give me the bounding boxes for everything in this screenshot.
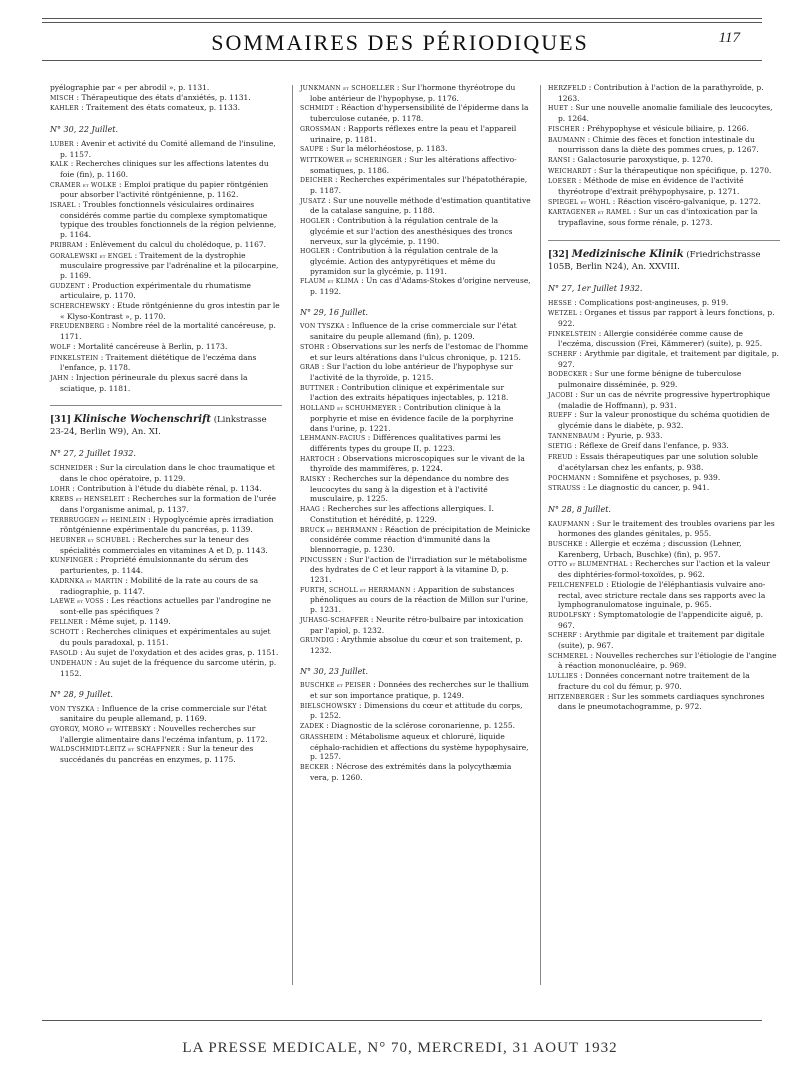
bibliography-entry [50, 648, 282, 659]
bibliography-entry [300, 383, 532, 403]
entry-author: SCHERF [548, 632, 578, 640]
entry-author: HITZENBERGER [548, 693, 605, 701]
entry-text: : Sur une nouvelle méthode d'estimation quantitative de la catalase sanguine, p. 1188. [310, 195, 531, 216]
entry-author: BUTTNER [300, 384, 335, 392]
bibliography-entry [50, 200, 282, 240]
entry-author: KARTAGENER et RAMEL [548, 209, 632, 217]
entry-text: : Contribution à la régulation centrale de la glycémie. Action des antypyrétiques et même du pyramidon sur la glycémie, p. 1191. [310, 246, 499, 276]
bibliography-entry [548, 197, 780, 208]
entry-text: : Symptomatologie de l'appendicite aiguë, p. 967. [558, 609, 764, 630]
entry-author: GROSSMAN [300, 125, 341, 133]
journal-info: (Linkstrasse 23-24, Berlin W9), An. XI. [50, 415, 267, 438]
entry-text: : Recherches sur la dépendance du nombre des leucocytes du sang à la digestion et à l'activité musculaire, p. 1225. [310, 474, 509, 504]
entry-author: RUEFF [548, 412, 572, 420]
bibliography-entry [50, 627, 282, 647]
entry-text: : Les réactions actuelles par l'androgine ne sont-elle pas spécifiques ? [60, 596, 271, 616]
entry-text: : Etiologie de l'éléphantiasis vulvaire ano-rectal, avec stricture rectale dans ses rapports avec la lymphogranulomatose inguinale, p. 965. [558, 579, 766, 610]
bibliography-entry [50, 301, 282, 321]
entry-text: : Sur un cas de névrite progressive hypertrophique (maladie de Hoffmann), p. 931. [558, 389, 771, 410]
entry-author: FINKELSTEIN [548, 330, 597, 338]
entry-author: STRAUSS [548, 485, 581, 493]
bibliography-entry [300, 504, 532, 524]
entry-author: HOLLAND et SCHUHMEYER [300, 405, 397, 413]
entry-text: : Sur l'action du lobe antérieur de l'hypophyse sur l'activité de la thyroïde, p. 1215. [310, 362, 513, 382]
entry-author: JUHASG-SCHAFFER [300, 616, 369, 624]
entry-author: SCHOTT [50, 629, 80, 637]
issue-heading: N° 28, 8 Juillet. [548, 504, 611, 514]
entry-author: SCHMEREL [548, 652, 589, 660]
entry-text: : Réaction d'hypersensibilité de l'épiderme dans la tuberculose cutanée, p. 1178. [310, 103, 529, 124]
bibliography-entry [548, 610, 780, 630]
entry-text: pyélographie par « per abrodil », p. 1131. [50, 83, 210, 92]
bibliography-entry [50, 724, 282, 744]
bibliography-entry [300, 474, 532, 504]
bibliography-entry [300, 196, 532, 216]
entry-text: : Données des recherches sur le thallium et sur son importance pratique, p. 1249. [310, 680, 529, 701]
entry-text: : Méthode de mise en évidence de l'activité thyréotrope d'extrait préhypophysaire, p. 1271. [558, 176, 744, 197]
bibliography-entry [548, 452, 780, 472]
entry-text: : Contribution à la régulation centrale de la glycémie et sur l'action des anesthésiques des troncs nerveux, sur la glycémie, p. 1190. [310, 216, 513, 246]
entry-author: LOESER [548, 178, 577, 186]
entry-text: : Recherches expérimentales sur l'hépatothérapie, p. 1187. [310, 175, 528, 196]
entry-author: STOHR [300, 343, 325, 351]
entry-text: : Sur la thérapeutique non spécifique, p. 1270. [591, 165, 772, 175]
bibliography-entry [300, 721, 532, 732]
entry-author: HUET [548, 105, 569, 113]
bibliography-entry [50, 484, 282, 495]
journal-info: (Friedrichstrasse 105B, Berlin N24), An. XXVIII. [548, 249, 761, 272]
entry-text: : Sur l'hormone thyréotrope du lobe antérieur de l'hypophyse, p. 1176. [310, 83, 516, 103]
bibliography-entry [300, 276, 532, 296]
entry-text: : Propriété émulsionnante du sérum des parturientes, p. 1144. [60, 555, 249, 576]
entry-text: : Troubles fonctionnels vésiculaires ordinaires considérés comme partie du complexe symptomatique typique des troubles fonctionnels de la région pelvienne, p. 1164. [60, 200, 277, 240]
entry-author: KADRNKA et MARTIN [50, 577, 123, 585]
entry-text: : Sur l'action de l'irradiation sur le métabolisme des hydrates de C et leur rapport à la vitamine D, p. 1231. [310, 554, 527, 585]
entry-author: GUDZENT [50, 282, 85, 290]
entry-text: : Galactosurie paroxystique, p. 1270. [570, 154, 714, 164]
entry-author: WOLF [50, 343, 71, 351]
bibliography-entry [50, 596, 282, 616]
column-1 [50, 83, 282, 765]
entry-text: : Arythmie absolue du cœur et son traitement, p. 1232. [310, 635, 523, 655]
entry-author: BUSCHKE [548, 541, 583, 549]
entry-author: RANSI [548, 156, 571, 164]
entry-text: : Réflexe de Greif dans l'enfance, p. 933. [571, 441, 729, 451]
entry-author: JACOBI [548, 391, 573, 399]
bibliography-entry [300, 362, 532, 382]
entry-text: : Recherches cliniques sur les affections latentes du foie (fin), p. 1160. [60, 159, 269, 179]
entry-author: ZADEK [300, 723, 324, 731]
issue-heading: N° 27, 2 Juillet 1932. [50, 449, 136, 459]
bibliography-entry [548, 308, 780, 328]
entry-text: : Organes et tissus par rapport à leurs fonctions, p. 922. [558, 308, 775, 328]
bibliography-entry [50, 180, 282, 200]
bibliography-entry [50, 494, 282, 514]
bibliography-entry [50, 321, 282, 341]
entry-author: WALDSCHMIDT-LEITZ et SCHAFFNER [50, 746, 181, 754]
entry-author: HOGLER [300, 218, 330, 226]
footer-rule [42, 1020, 762, 1021]
entry-author: BIELSCHOWSKY [300, 702, 357, 710]
entry-author: KAHLER [50, 105, 79, 113]
entry-text: : Allergie considérée comme cause de l'eczéma, discussion (Frei, Kämmerer) (suite), p. 925. [558, 328, 763, 349]
issue-heading: N° 29, 16 Juillet. [300, 307, 369, 317]
entry-author: PRIBRAM [50, 241, 83, 249]
entry-text: : Emploi pratique du papier röntgénien pour absorber l'activité röntgénienne, p. 1162. [60, 179, 269, 200]
bibliography-entry [548, 559, 780, 579]
entry-text: : Le diagnostic du cancer, p. 941. [580, 483, 710, 493]
entry-text: : Données concernant notre traitement de la fracture du col du fémur, p. 970. [558, 671, 750, 691]
entry-text: : Nécrose des extrémités dans la polycythæmia vera, p. 1260. [310, 762, 512, 782]
entry-text: : Contribution clinique et expérimentale sur l'action des extraits hépatiques injectables, p. 1218. [310, 382, 509, 403]
entry-text: : Différences qualitatives parmi les différents types du groupe II, p. 1223. [310, 433, 501, 453]
entry-text: : Sur les sommets cardiaques synchrones dans le pneumotachogramme, p. 972. [558, 691, 765, 712]
entry-text: : Sur un cas d'intoxication par la trypaflavine, sous forme rénale, p. 1273. [558, 207, 758, 228]
entry-text: : Apparition de substances phénoliques au cours de la réaction de Millon sur l'urine, p. 1231. [310, 584, 529, 615]
bibliography-entry [548, 176, 780, 196]
entry-text: : Arythmie par digitale, et traitement par digitale, p. 927. [558, 349, 779, 369]
bibliography-entry [300, 635, 532, 655]
entry-text: : Recherches sur l'action et la valeur des diphtéries-formol-toxoïdes, p. 962. [558, 559, 770, 580]
entry-text: : Préhypophyse et vésicule biliaire, p. 1266. [579, 123, 749, 133]
top-rule [42, 18, 762, 19]
bibliography-entry [300, 103, 532, 123]
bibliography-entry [548, 298, 780, 309]
entry-text: : Sur le traitement des troubles ovariens par les hormones des glandes génitales, p. 955. [558, 518, 775, 539]
bibliography-entry [50, 159, 282, 179]
entry-author: VON TYSZKA [300, 323, 345, 331]
bibliography-entry [548, 155, 780, 166]
entry-author: PINCUSSEN [300, 556, 343, 564]
entry-text: : Diagnostic de la sclérose coronarienne, p. 1255. [323, 721, 516, 731]
bibliography-entry [300, 555, 532, 585]
entry-author: FELLNER [50, 618, 84, 626]
issue-heading: N° 28, 9 Juillet. [50, 689, 113, 699]
bibliography-entry [300, 144, 532, 155]
bibliography-entry [50, 658, 282, 678]
bibliography-entry [300, 525, 532, 555]
bibliography-entry [300, 615, 532, 635]
bibliography-entry [548, 539, 780, 559]
bibliography-entry [50, 83, 282, 93]
entry-text: : Recherches sur les affections allergiques. I. Constitution et hérédité, p. 1229. [310, 504, 494, 524]
entry-author: FINKELSTEIN [50, 354, 99, 362]
bibliography-entry [548, 410, 780, 430]
entry-author: LOHR [50, 485, 71, 493]
entry-author: BUSCHKE et PEISER [300, 682, 371, 690]
bibliography-entry [300, 175, 532, 195]
bibliography-entry [548, 369, 780, 389]
bibliography-entry [300, 701, 532, 721]
bibliography-entry [300, 155, 532, 175]
entry-text: : Sur la valeur pronostique du schéma quotidien de glycémie dans le diabète, p. 932. [558, 410, 770, 430]
column-divider [540, 85, 541, 985]
entry-text: : Arythmie par digitale et traitement par digitale (suite), p. 967. [558, 630, 765, 651]
entry-text: : Traitement des états comateux, p. 1133. [78, 103, 240, 113]
bibliography-entry [548, 671, 780, 691]
bibliography-entry [548, 349, 780, 369]
bibliography-entry [548, 390, 780, 410]
entry-text: : Etude röntgénienne du gros intestin par le « Klyso-Kontrast », p. 1170. [60, 301, 280, 321]
entry-text: : Contribution à l'action de la parathyroïde, p. 1263. [558, 83, 764, 103]
journal-heading [50, 405, 282, 438]
bibliography-entry [50, 251, 282, 281]
entry-author: HOGLER [300, 248, 330, 256]
entry-author: JUSATZ [300, 197, 326, 205]
bibliography-entry [300, 680, 532, 700]
entry-text: : Sur les altérations affectivo-somatiques, p. 1186. [310, 154, 517, 175]
entry-author: JAHN [50, 374, 69, 382]
entry-text: : Même sujet, p. 1149. [83, 616, 171, 626]
bibliography-entry [50, 744, 282, 764]
entry-text: : Influence de la crise commerciale sur l'état sanitaire du peuple allemand, p. 1169. [60, 703, 267, 724]
entry-text: : Sur la mélorhéostose, p. 1183. [323, 144, 448, 154]
entry-author: GYORGY, MORO et WITEBSKY [50, 725, 151, 733]
entry-text: : Somnifène et psychoses, p. 939. [590, 472, 721, 482]
entry-text: : Injection périneurale du plexus sacré dans la sciatique, p. 1181. [60, 372, 248, 393]
entry-author: SCHNEIDER [50, 465, 93, 473]
entry-author: LUBER [50, 140, 74, 148]
bibliography-entry [300, 762, 532, 782]
entry-author: SCHERCHEWSKY [50, 303, 110, 311]
bibliography-entry [300, 403, 532, 433]
entry-text: : Essais thérapeutiques par une solution soluble d'acétylarsan chez les enfants, p. 938. [558, 452, 759, 472]
footer-line: LA PRESSE MEDICALE, N° 70, MERCREDI, 31 AOUT 1932 [182, 1040, 618, 1056]
entry-author: HAAG [300, 506, 321, 514]
entry-author: TANNENBAUM [548, 432, 600, 440]
bibliography-entry [548, 103, 780, 123]
entry-author: BRUCK et BEHRMANN [300, 526, 378, 534]
entry-text: : Sur la teneur des succédanés du pancréas en enzymes, p. 1175. [60, 744, 254, 765]
bibliography-entry [50, 555, 282, 575]
entry-text: : Sur la circulation dans le choc traumatique et dans le choc opératoire, p. 1129. [60, 463, 275, 483]
entry-author: HARTOCH [300, 455, 336, 463]
bibliography-entry [548, 431, 780, 442]
bibliography-entry [548, 83, 780, 103]
entry-text: : Complications post-angineuses, p. 919. [571, 297, 729, 307]
bibliography-entry [548, 692, 780, 712]
bibliography-entry [50, 139, 282, 159]
issue-heading: N° 30, 23 Juillet. [300, 666, 369, 676]
bibliography-entry [548, 483, 780, 494]
entry-author: KAUFMANN [548, 520, 590, 528]
bibliography-entry [300, 216, 532, 246]
entry-author: SAUPE [300, 146, 324, 154]
journal-number: [31] [50, 415, 72, 426]
entry-text: : Production expérimentale du rhumatisme articulaire, p. 1170. [60, 280, 251, 301]
bibliography-entry [300, 342, 532, 362]
entry-text: : Sur une forme bénigne de tuberculose pulmonaire disséminée, p. 929. [558, 369, 742, 390]
entry-text: : Observations sur les nerfs de l'estomac de l'homme et sur leurs altérations dans l'ulcus chronique, p. 1215. [310, 341, 529, 362]
journal-heading [548, 240, 780, 273]
bibliography-entry [50, 342, 282, 353]
bibliography-entry [548, 473, 780, 484]
entry-author: BAUMANN [548, 136, 586, 144]
entry-text: : Neurite rétro-bulbaire par intoxication par l'apiol, p. 1232. [310, 614, 524, 635]
entry-text: : Thérapeutique des états d'anxiétés, p. 1131. [74, 92, 251, 102]
bibliography-entry [300, 83, 532, 103]
entry-text: : Au sujet de l'oxydation et des acides gras, p. 1151. [77, 647, 279, 657]
entry-author: GRASSHEIM [300, 733, 343, 741]
bibliography-entry [300, 321, 532, 341]
entry-text: : Traitement diététique de l'eczéma dans l'enfance, p. 1178. [60, 352, 257, 373]
column-3 [548, 83, 780, 712]
bibliography-entry [50, 281, 282, 301]
entry-author: WEICHARDT [548, 167, 592, 175]
entry-author: SPIEGEL et WOHL [548, 198, 611, 206]
entry-author: HESSE [548, 299, 572, 307]
entry-author: FURTH, SCHOLL et HERRMANN [300, 586, 411, 594]
entry-author: FREUD [548, 454, 573, 462]
entry-text: : Dimensions du cœur et attitude du corps, p. 1252. [310, 700, 523, 721]
entry-author: CRAMER et WOLKE [50, 181, 117, 189]
entry-text: : Au sujet de la fréquence du sarcome utérin, p. 1152. [60, 658, 277, 679]
entry-text: : Recherches cliniques et expérimentales au sujet du pouls paradoxal, p. 1151. [60, 627, 271, 648]
bibliography-entry [548, 630, 780, 650]
entry-text: : Réaction viscéro-galvanique, p. 1272. [610, 196, 761, 206]
bibliography-entry [300, 732, 532, 762]
bibliography-entry [548, 207, 780, 227]
entry-author: OTTO et BLUMENTHAL [548, 561, 628, 569]
entry-author: FISCHER [548, 125, 580, 133]
entry-text: : Nouvelles recherches sur l'allergie alimentaire dans l'eczéma infantum, p. 1172. [60, 723, 268, 744]
entry-author: RAISKY [300, 476, 326, 484]
entry-text: : Nombre réel de la mortalité cancéreuse, p. 1171. [60, 321, 276, 342]
entry-text: : Recherches sur la formation de l'urée dans l'organisme animal, p. 1137. [60, 494, 277, 514]
page-number: 117 [718, 30, 740, 46]
entry-text: : Contribution clinique à la porphyrie et mise en évidence facile de la porphyrine dans l'urine, p. 1221. [310, 403, 514, 433]
bibliography-entry [50, 93, 282, 104]
bibliography-entry [300, 124, 532, 144]
top-rule-2 [42, 22, 762, 23]
column-2 [300, 83, 532, 782]
entry-author: LULLIES [548, 673, 578, 681]
entry-author: VON TYSZKA [50, 705, 95, 713]
entry-author: GRAB [300, 364, 320, 372]
entry-author: BECKER [300, 764, 329, 771]
entry-author: JUNKMANN et SCHOELLER [300, 85, 395, 92]
entry-text: : Traitement de la dystrophie musculaire progressive par l'adrénaline et la pilocarpine, p. 1169. [60, 250, 279, 280]
entry-text: : Contribution à l'étude du diabète rénal, p. 1134. [70, 483, 262, 493]
entry-author: LEHMANN-FACIUS [300, 435, 366, 443]
entry-author: FEILCHENFELD [548, 581, 604, 589]
entry-author: POCHMANN [548, 474, 591, 482]
entry-author: SCHERF [548, 351, 578, 359]
entry-text: : Enlèvement du calcul du cholédoque, p. 1167. [82, 239, 267, 249]
entry-text: : Un cas d'Adams-Stokes d'origine nerveuse, p. 1192. [310, 276, 531, 297]
bibliography-entry [50, 103, 282, 114]
bibliography-entry [300, 246, 532, 276]
bibliography-entry [50, 353, 282, 373]
entry-author: GRUNDIG [300, 637, 334, 645]
entry-text: : Métabolisme aqueux et chloruré, liquide céphalo-rachidien et affections du système hypophysaire, p. 1257. [310, 731, 529, 762]
column-divider [292, 85, 293, 985]
bibliography-entry [50, 576, 282, 596]
bibliography-entry [300, 433, 532, 453]
issue-heading: N° 27, 1er Juillet 1932. [548, 283, 643, 293]
bibliography-entry [50, 617, 282, 628]
entry-author: FLAUM et KLIMA [300, 278, 359, 286]
entry-text: : Sur une nouvelle anomalie familiale des leucocytes, p. 1264. [558, 103, 773, 124]
entry-text: : Observations microscopiques sur le vivant de la thyroïde des mammifères, p. 1224. [310, 453, 525, 474]
entry-text: : Influence de la crise commerciale sur l'état sanitaire du peuple allemand (fin), p. 1209. [310, 321, 517, 342]
entry-author: KALK [50, 161, 69, 169]
issue-heading: N° 30, 22 Juillet. [50, 125, 119, 135]
entry-text: : Hypoglycémie après irradiation röntgénienne expérimentale du pancréas, p. 1139. [60, 514, 274, 535]
entry-author: SIETIG [548, 443, 572, 451]
entry-text: : Chimie des fèces et fonction intestinale du nourrisson dans la diète des pommes crues, p. 1267. [558, 134, 759, 155]
bibliography-entry [548, 166, 780, 177]
journal-number: [32] [548, 249, 570, 260]
bibliography-entry [50, 373, 282, 393]
bibliography-entry [50, 515, 282, 535]
entry-text: : Rapports réflexes entre la peau et l'appareil urinaire, p. 1181. [310, 123, 517, 144]
bibliography-entry [50, 535, 282, 555]
page-title: SOMMAIRES DES PÉRIODIQUES [211, 30, 589, 55]
entry-author: MISCH [50, 94, 75, 102]
entry-text: : Recherches sur la teneur des spécialités commerciales en vitamines A et D, p. 1143. [60, 535, 268, 555]
bibliography-entry [300, 454, 532, 474]
entry-author: TERBRUGGEN et HEINLEIN [50, 516, 146, 524]
entry-author: WETZEL [548, 310, 578, 318]
entry-author: DEICHER [300, 177, 333, 185]
entry-author: FASOLD [50, 649, 78, 657]
entry-text: : Nouvelles recherches sur l'étiologie de l'angine à réaction mononucléaire, p. 969. [558, 650, 777, 671]
header-rule [42, 60, 762, 61]
entry-text: : Avenir et activité du Comité allemand de l'insuline, p. 1157. [60, 138, 276, 159]
bibliography-entry [548, 651, 780, 671]
bibliography-entry [548, 124, 780, 135]
entry-author: HEUBNER et SCHUBEL [50, 537, 131, 545]
bibliography-entry [548, 329, 780, 349]
entry-author: KREBS et HENSELEIT [50, 496, 125, 504]
entry-text: : Allergie et eczéma ; discussion (Lehner, Karenberg, Urbach, Buschke) (fin), p. 957. [558, 539, 742, 559]
entry-author: RUDOLFSKY [548, 611, 591, 619]
bibliography-entry [548, 580, 780, 610]
entry-author: UNDEHAUN [50, 660, 93, 668]
entry-author: KUNFINGER [50, 557, 94, 565]
entry-text: : Pyurie, p. 933. [599, 430, 663, 440]
bibliography-entry [548, 519, 780, 539]
bibliography-entry [50, 704, 282, 724]
entry-author: WITTKOWER et SCHERINGER [300, 156, 402, 164]
journal-title: Klinische Wochenschrift [73, 414, 211, 426]
bibliography-entry [50, 240, 282, 251]
entry-author: BODECKER [548, 371, 588, 379]
entry-text: : Réaction de précipitation de Meinicke considérée comme réaction d'immunité dans la blennorragie, p. 1230. [310, 524, 531, 554]
bibliography-entry [548, 135, 780, 155]
bibliography-entry [548, 441, 780, 452]
entry-author: SCHMIDT [300, 105, 334, 113]
entry-author: FREUDENBERG [50, 323, 105, 331]
bibliography-entry [300, 585, 532, 615]
entry-text: : Mobilité de la rate au cours de sa radiographie, p. 1147. [60, 575, 259, 596]
entry-author: GORALEWSKI et ENGEL [50, 252, 133, 260]
bibliography-entry [50, 463, 282, 483]
entry-author: HERZFELD [548, 85, 587, 92]
entry-author: ISRAEL [50, 202, 76, 210]
entry-text: : Mortalité cancéreuse à Berlin, p. 1173. [70, 341, 228, 351]
entry-author: LAEWE et VOSS [50, 598, 104, 606]
journal-title: Medizinische Klinik [571, 248, 684, 260]
